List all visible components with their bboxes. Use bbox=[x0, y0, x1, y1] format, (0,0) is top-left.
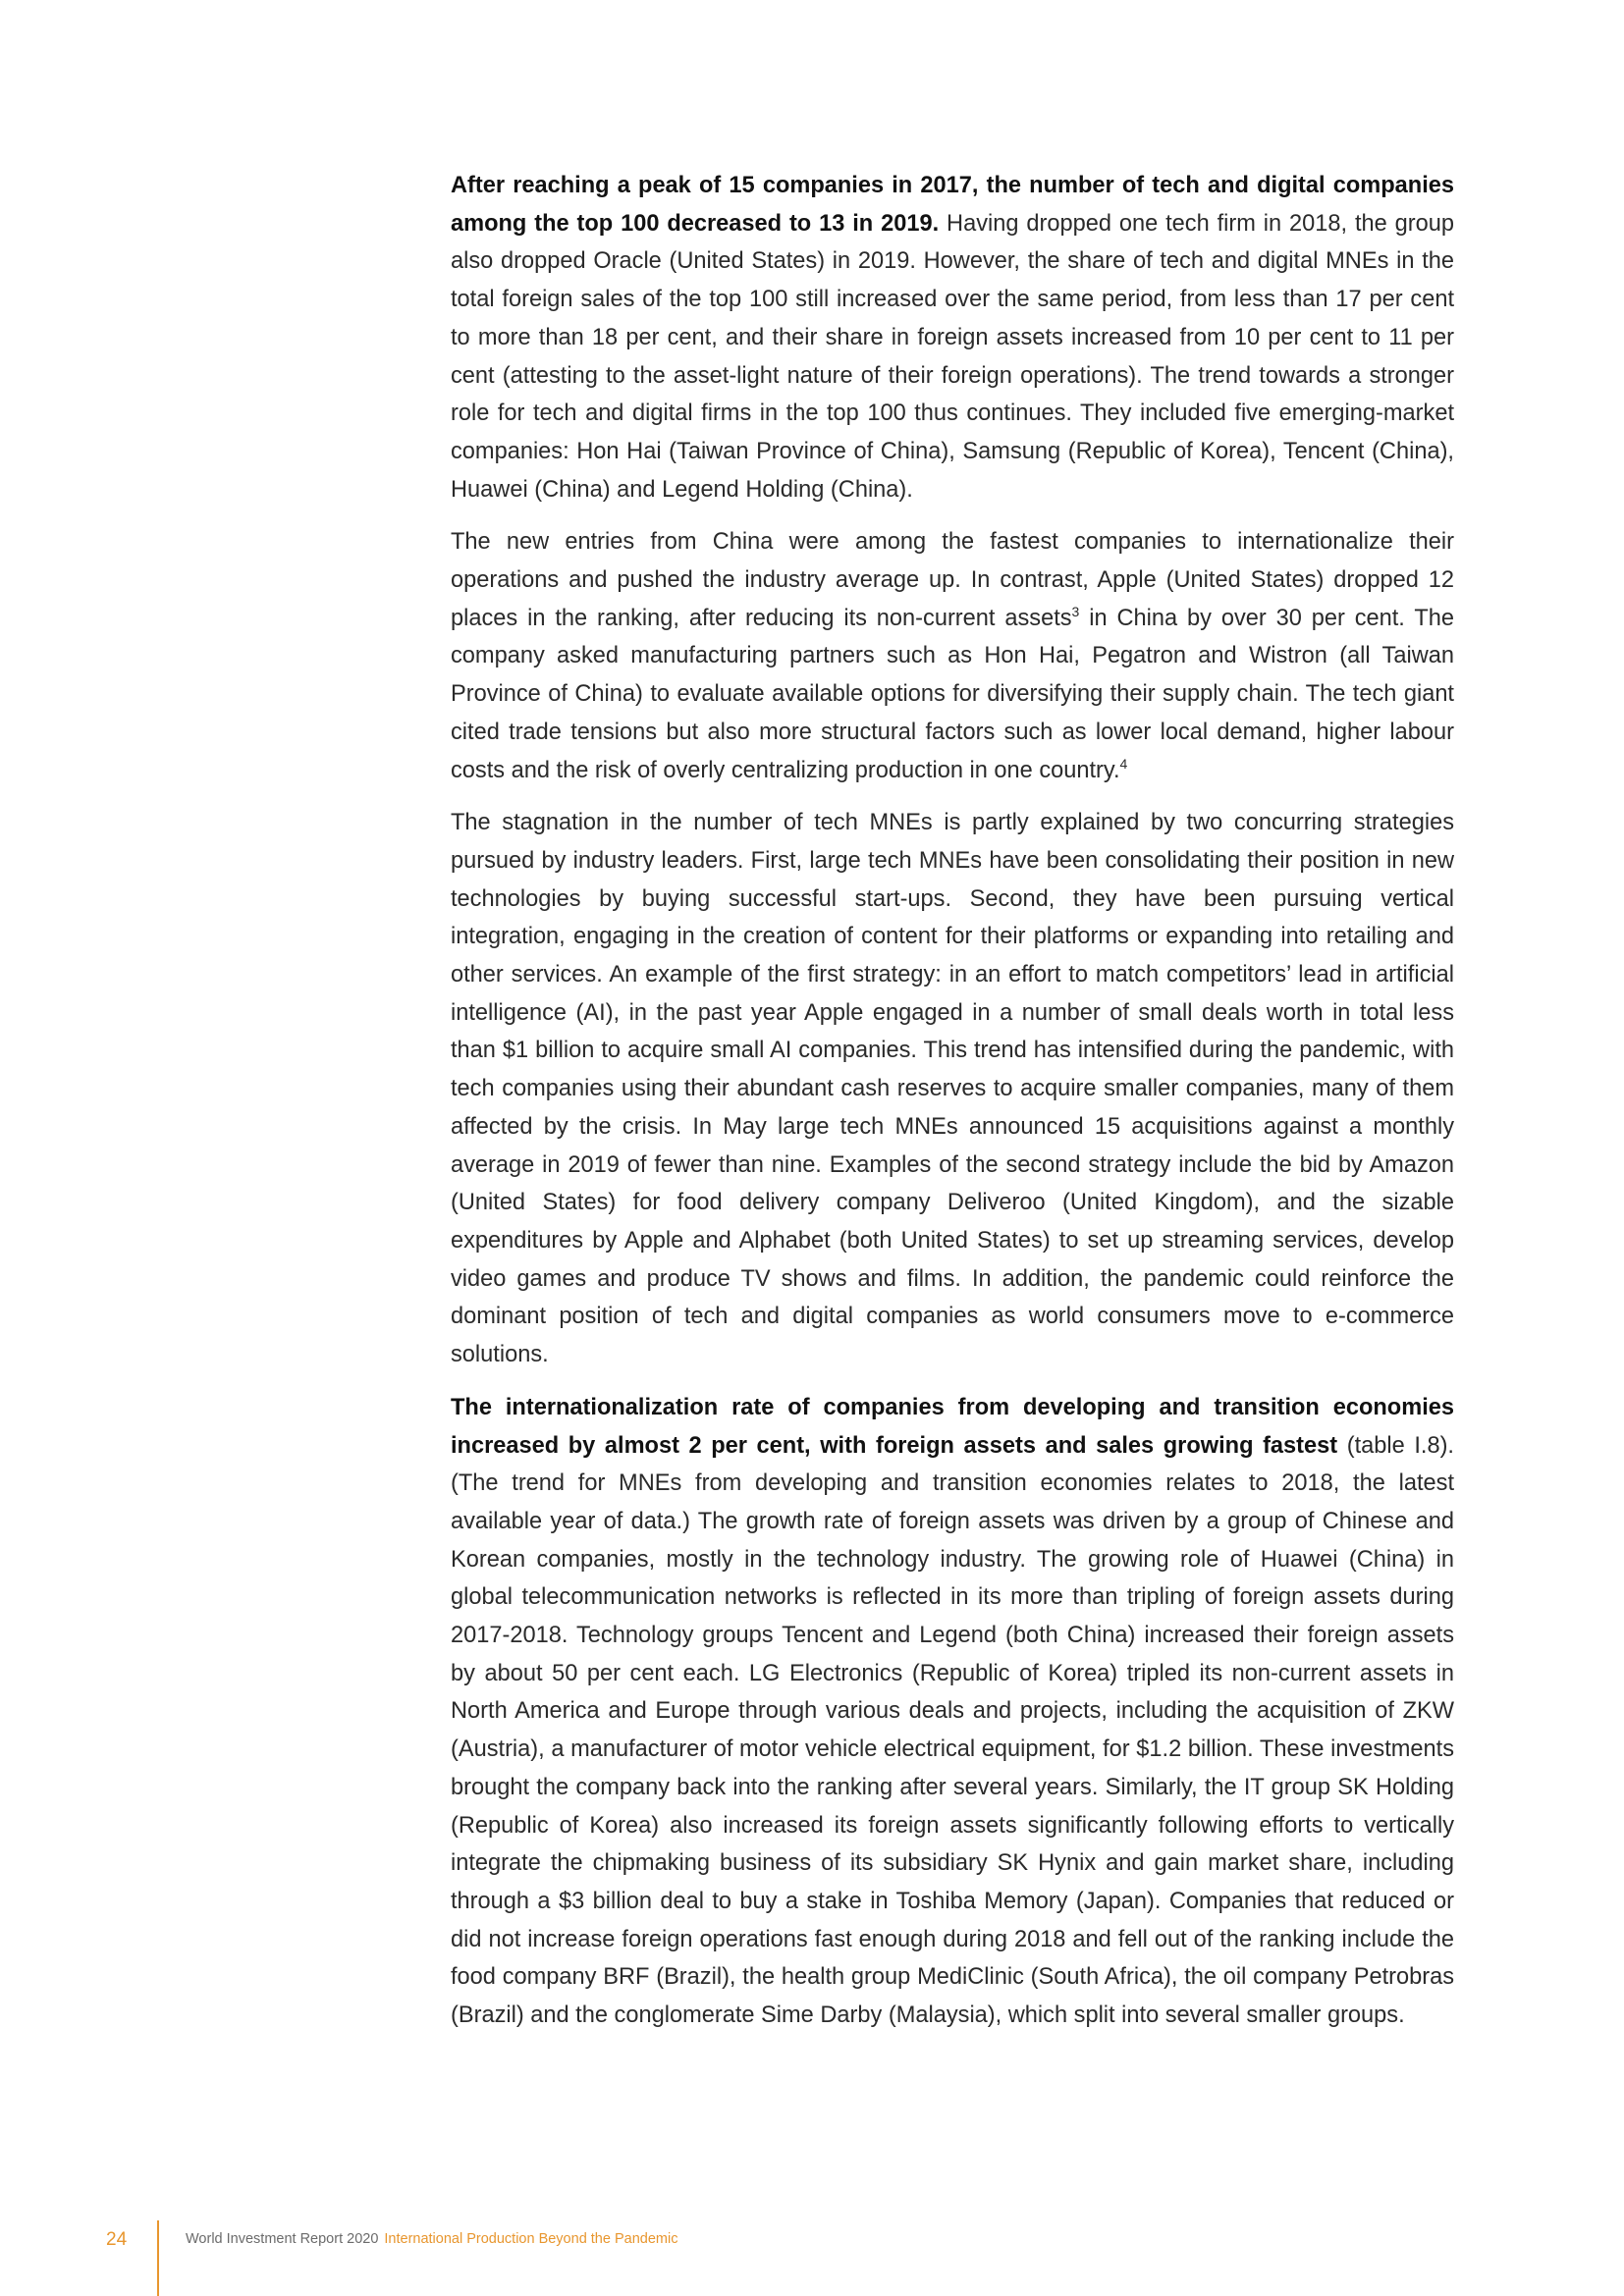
paragraph-lead: After reaching a peak of 15 companies in 2017, the number of tech and digital companies among the top 100 decreased to 13 in 2019. bbox=[451, 173, 1454, 237]
footnote-ref-4: 4 bbox=[1119, 755, 1128, 772]
paragraph-body: Having dropped one tech firm in 2018, the group also dropped Oracle (United States) in 2019. However, the share of tech and digital MNEs in the total foreign sales of the top 100 still increased over the same period, from less than 17 per cent to more than 18 per cent, and their share in foreign assets increased from 10 per cent to 11 per cent (attesting to the asset-light nature of their foreign operations). The trend towards a stronger role for tech and digital firms in the top 100 thus continues. They included five emerging-market companies: Hon Hai (Taiwan Province of China), Samsung (Republic of Korea), Tencent (China), Huawei (China) and Legend Holding (China). bbox=[451, 210, 1454, 503]
paragraph-internationalization bbox=[451, 1389, 1454, 2035]
paragraph-china-entries bbox=[451, 523, 1454, 789]
paragraph-body: The new entries from China were among the fastest companies to internationalize their operations and pushed the industry average up. In contrast, Apple (United States) dropped 12 places in the ranking, after reducing its non-current assets bbox=[451, 529, 1454, 631]
paragraph-lead: The internationalization rate of companies from developing and transition economies increased by almost 2 per cent, with foreign assets and sales growing fastest bbox=[451, 1394, 1454, 1459]
paragraph-stagnation bbox=[451, 804, 1454, 1374]
body-text bbox=[451, 167, 1454, 2050]
page-number: 24 bbox=[106, 2229, 128, 2250]
paragraph-body: in China by over 30 per cent. The company asked manufacturing partners such as Hon Hai, Pegatron and Wistron (all Taiwan Province of China) to evaluate available options for diversifying their supply chain. The tech giant cited trade tensions but also more structural factors such as lower local demand, higher labour costs and the risk of overly centralizing production in one country. bbox=[451, 605, 1454, 783]
running-footer bbox=[186, 2231, 677, 2247]
paragraph-body: (table I.8). (The trend for MNEs from developing and transition economies relates to 2018, the latest available year of data.) The growth rate of foreign assets was driven by a group of Chinese and Korean companies, mostly in the technology industry. The growing role of Huawei (China) in global telecommunication networks is reflected in its more than tripling of foreign assets during 2017-2018. Technology groups Tencent and Legend (both China) increased their foreign assets by about 50 per cent each. LG Electronics (Republic of Korea) tripled its non-current assets in North America and Europe through various deals and projects, including the acquisition of ZKW (Austria), a manufacturer of motor vehicle electrical equipment, for $1.2 billion. These investments brought the company back into the ranking after several years. Similarly, the IT group SK Holding (Republic of Korea) also increased its foreign assets significantly following efforts to vertically integrate the chipmaking business of its subsidiary SK Hynix and gain market share, including through a $3 billion deal to buy a stake in Toshiba Memory (Japan). Companies that reduced or did not increase foreign operations fast enough during 2018 and fell out of the ranking include the food company BRF (Brazil), the health group MediClinic (South Africa), the oil company Petrobras (Brazil) and the conglomerate Sime Darby (Malaysia), which split into several smaller groups. bbox=[451, 1432, 1454, 2029]
footnote-ref-3: 3 bbox=[1071, 603, 1080, 619]
report-subtitle: International Production Beyond the Pandemic bbox=[384, 2231, 678, 2247]
paragraph-body: The stagnation in the number of tech MNEs is partly explained by two concurring strategies pursued by industry leaders. First, large tech MNEs have been consolidating their position in new technologies by buying successful start-ups. Second, they have been pursuing vertical integration, engaging in the creation of content for their platforms or expanding into retailing and other services. An example of the first strategy: in an effort to match competitors’ lead in artificial intelligence (AI), in the past year Apple engaged in a number of small deals worth in total less than $1 billion to acquire small AI companies. This trend has intensified during the pandemic, with tech companies using their abundant cash reserves to acquire smaller companies, many of them affected by the crisis. In May large tech MNEs announced 15 acquisitions against a monthly average in 2019 of fewer than nine. Examples of the second strategy include the bid by Amazon (United States) for food delivery company Deliveroo (United Kingdom), and the sizable expenditures by Apple and Alphabet (both United States) to set up streaming services, develop video games and produce TV shows and films. In addition, the pandemic could reinforce the dominant position of tech and digital companies as world consumers move to e-commerce solutions. bbox=[451, 810, 1454, 1368]
report-title: World Investment Report 2020 bbox=[186, 2231, 379, 2247]
paragraph-tech-digital bbox=[451, 167, 1454, 508]
footer-divider bbox=[157, 2220, 159, 2296]
